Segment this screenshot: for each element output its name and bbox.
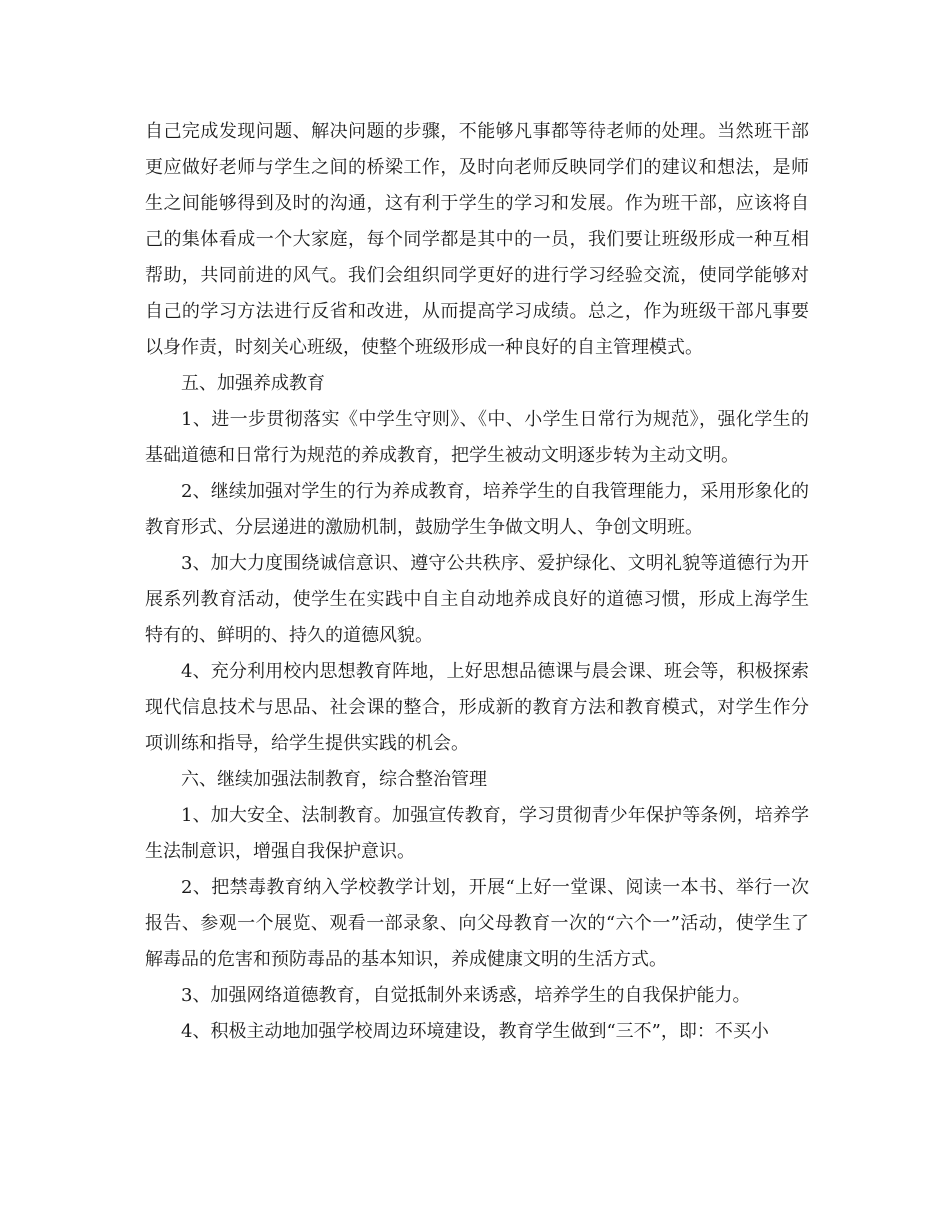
paragraph-5-4: 4、充分利用校内思想教育阵地，上好思想品德课与晨会课、班会等，积极探索现代信息技术与思品、社会课的整合，形成新的教育方法和教育模式，对学生作分项训练和指导，给学生提供实践的机会。 <box>145 661 809 754</box>
paragraph-6-1: 1、加大安全、法制教育。加强宣传教育，学习贯彻青少年保护等条例，培养学生法制意识，增强自我保护意识。 <box>145 805 809 862</box>
paragraph-6-2: 2、把禁毒教育纳入学校教学计划，开展“上好一堂课、阅读一本书、举行一次报告、参观一个展览、观看一部录象、向父母教育一次的“六个一”活动，使学生了解毒品的危害和预防毒品的基本知识，养成健康文明的生活方式。 <box>145 877 809 970</box>
paragraph-6-3: 3、加强网络道德教育，自觉抵制外来诱惑，培养学生的自我保护能力。 <box>181 985 751 1006</box>
paragraph-5-1: 1、进一步贯彻落实《中学生守则》、《中、小学生日常行为规范》，强化学生的基础道德和日常行为规范的养成教育，把学生被动文明逐步转为主动文明。 <box>145 409 809 466</box>
section-heading-5: 五、加强养成教育 <box>181 373 325 394</box>
section-heading-6: 六、继续加强法制教育，综合整治管理 <box>181 769 487 790</box>
document-body <box>145 114 809 1050</box>
paragraph-5-3: 3、加大力度围绕诚信意识、遵守公共秩序、爱护绿化、文明礼貌等道德行为开展系列教育活动，使学生在实践中自主自动地养成良好的道德习惯，形成上海学生特有的、鲜明的、持久的道德风貌。 <box>145 553 809 646</box>
paragraph-continuation: 自己完成发现问题、解决问题的步骤，不能够凡事都等待老师的处理。当然班干部更应做好老师与学生之间的桥梁工作，及时向老师反映同学们的建议和想法，是师生之间能够得到及时的沟通，这有利于学生的学习和发展。作为班干部，应该将自己的集体看成一个大家庭，每个同学都是其中的一员，我们要让班级形成一种互相帮助，共同前进的风气。我们会组织同学更好的进行学习经验交流，使同学能够对自己的学习方法进行反省和改进，从而提高学习成绩。总之，作为班级干部凡事要以身作责，时刻关心班级，使整个班级形成一种良好的自主管理模式。 <box>145 121 809 358</box>
paragraph-6-4: 4、积极主动地加强学校周边环境建设，教育学生做到“三不”，即：不买小 <box>181 1021 769 1042</box>
paragraph-5-2: 2、继续加强对学生的行为养成教育，培养学生的自我管理能力，采用形象化的教育形式、分层递进的激励机制，鼓励学生争做文明人、争创文明班。 <box>145 481 809 538</box>
